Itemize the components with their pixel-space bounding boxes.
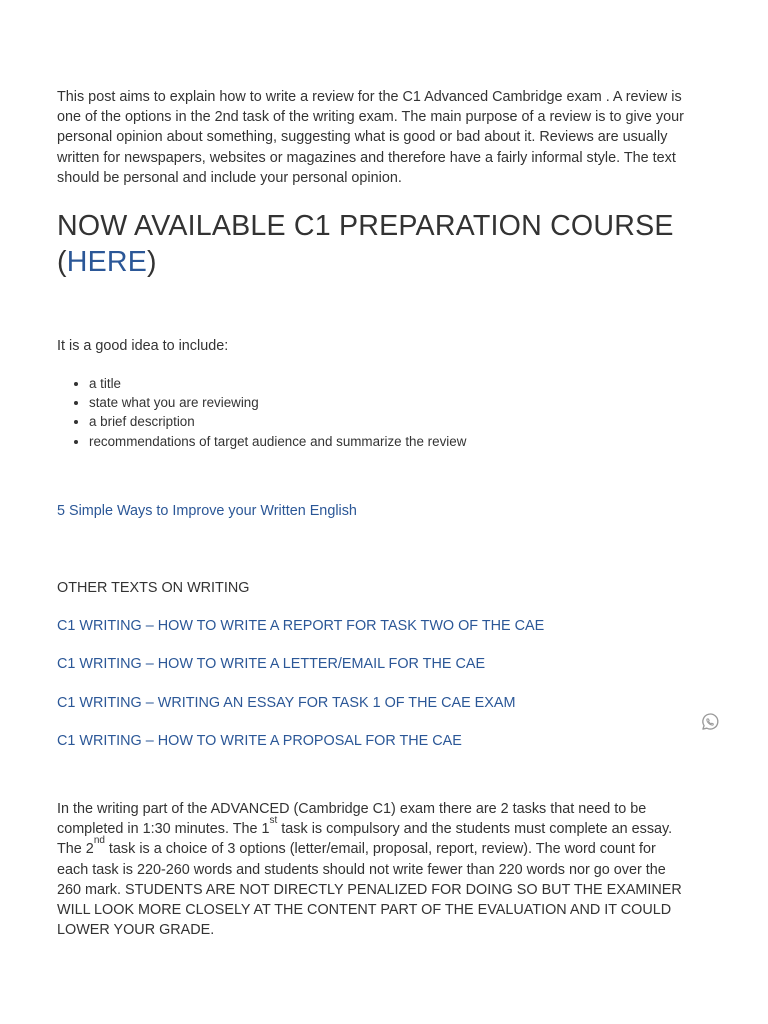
course-headline: [57, 208, 687, 280]
superscript-st: st: [269, 815, 278, 827]
include-label: It is a good idea to include:: [57, 338, 229, 355]
headline-open-paren: (: [57, 246, 67, 279]
whatsapp-icon[interactable]: [700, 712, 720, 732]
proposal-link[interactable]: C1 WRITING – HOW TO WRITE A PROPOSAL FOR THE CAE: [57, 733, 462, 749]
list-item: • state what you are reviewing: [89, 393, 687, 412]
outro-paragraph: [57, 799, 687, 940]
superscript-nd: nd: [93, 835, 105, 847]
intro-paragraph: This post aims to explain how to write a review for the C1 Advanced Cambridge exam . A review is one of the options in the 2nd task of the writing exam. The main purpose of a review is to give your personal opinion about something, suggesting what is good or bad about it. Reviews are usually written for newspapers, websites or magazines and therefore have a fairly informal style. The text should be personal and include your personal opinion.: [57, 89, 684, 186]
headline-close-paren: ): [146, 246, 157, 279]
headline-text: NOW AVAILABLE C1 PREPARATION COURSE: [57, 210, 674, 243]
course-here-link[interactable]: HERE: [66, 246, 147, 279]
outro-text-1: In the writing part of the ADVANCED (Cambridge C1) exam there are 2 tasks that need to be completed in 1:30 minutes. The 1: [57, 801, 647, 838]
outro-text-2: task is compulsory and the students must complete an essay. The 2: [57, 821, 673, 858]
essay-link[interactable]: C1 WRITING – WRITING AN ESSAY FOR TASK 1 OF THE CAE EXAM: [57, 694, 516, 711]
other-texts-label: OTHER TEXTS ON WRITING: [57, 579, 250, 596]
list-item: • a brief description: [89, 412, 687, 431]
include-list: [57, 374, 687, 451]
list-item: • a title: [89, 374, 687, 393]
article-content: [57, 87, 687, 940]
outro-text-3: task is a choice of 3 options (letter/email, proposal, report, review). The word count for each task is 220-260 words and students should not write fewer than 220 words nor go over the 260 mark. STUDENTS ARE NOT DIRECTLY PENALIZED FOR DOING SO BUT THE EXAMINER WILL LOOK MORE CLOSELY AT THE CONTENT PART OF THE EVALUATION AND IT COULD LOWER YOUR GRADE.: [57, 841, 682, 939]
improve-writing-link[interactable]: 5 Simple Ways to Improve your Written English: [57, 502, 357, 519]
report-link[interactable]: C1 WRITING – HOW TO WRITE A REPORT FOR TASK TWO OF THE CAE: [57, 617, 545, 634]
list-item: • recommendations of target audience and summarize the review: [89, 432, 687, 451]
letter-email-link[interactable]: C1 WRITING – HOW TO WRITE A LETTER/EMAIL FOR THE CAE: [57, 656, 486, 673]
other-texts-links: [57, 616, 687, 751]
